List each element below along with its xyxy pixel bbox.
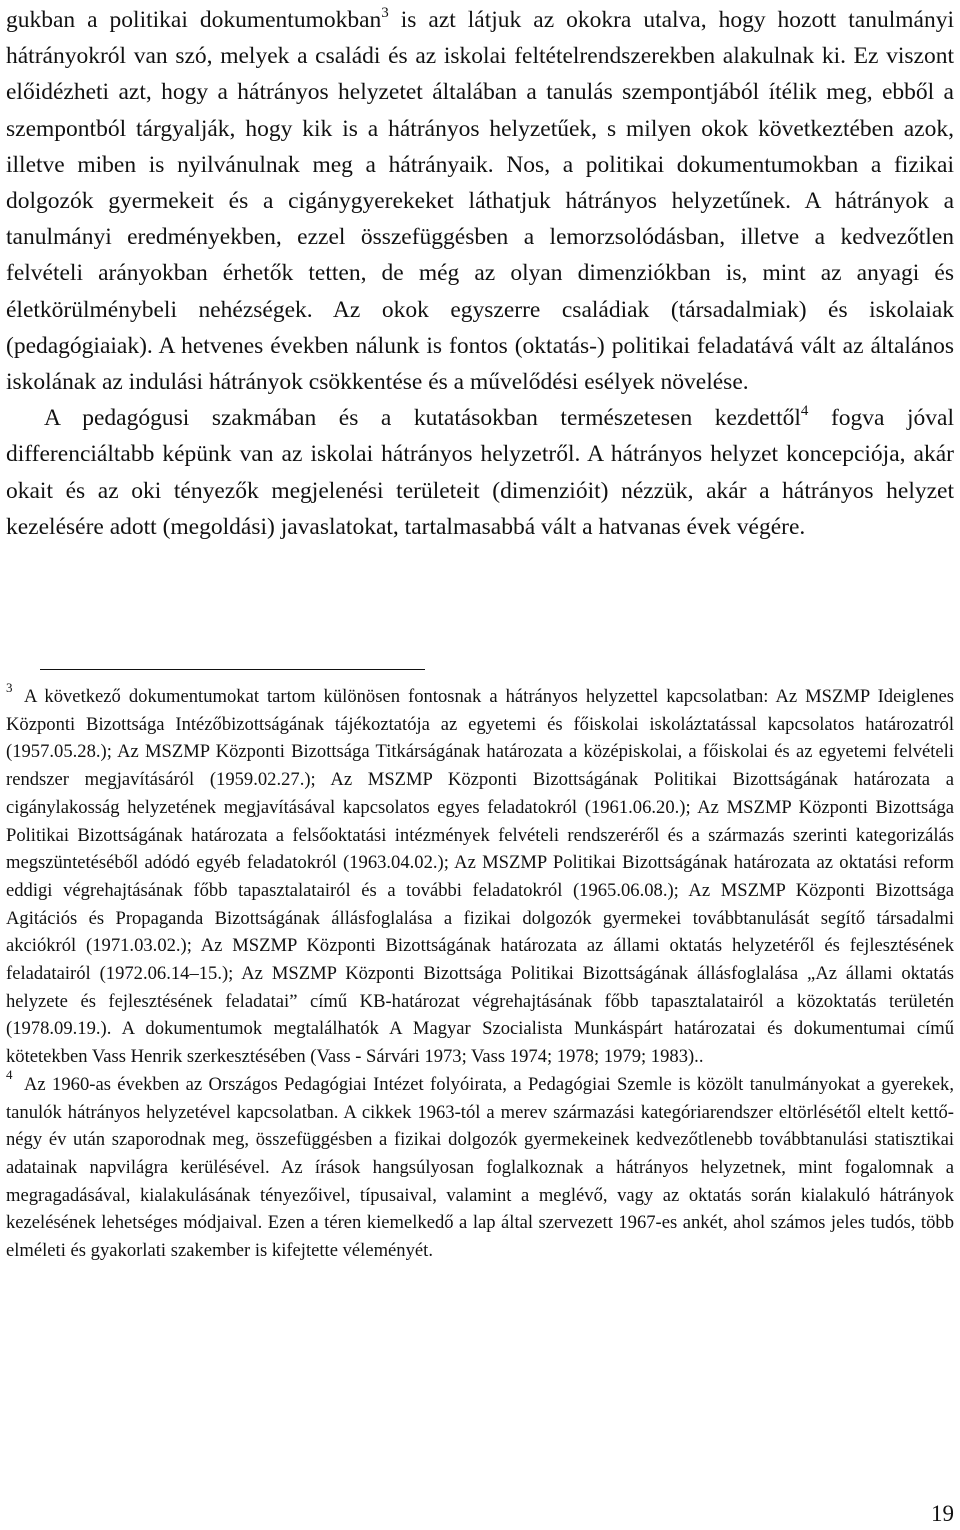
footnote-3 xyxy=(6,680,954,1071)
footnote-ref-3: 3 xyxy=(381,5,389,21)
footnote-number: 3 xyxy=(6,680,13,695)
paragraph-1 xyxy=(6,2,954,400)
paragraph-2-rest: fogva jóval differenciáltabb képünk van az iskolai hátrányos helyzetről. A hátrányos helyzet koncepciója, akár okait és az oki tényezők megjelenési területeit (dimenzióit) nézzük, akár a hátrányos helyzet kezelésére adott (megoldási) javaslatokat, tartalmasabbá vált a hatvanas évek végére. xyxy=(6,405,954,540)
footnote-ref-4: 4 xyxy=(800,403,809,420)
paragraph-1-start: gukban a politikai dokumentumokban xyxy=(6,7,382,33)
paragraph-2 xyxy=(6,400,954,545)
footnote-text: Az 1960-as években az Országos Pedagógiai Intézet folyóirata, a Pedagógiai Szemle is közölt tanulmányokat a gyerekek, tanulók hátrányos helyzetével kapcsolatban. A cikkek 1963-tól a merev származási kategóriarendszer eltörlésétől eltelt kettő-négy év után szaporodnak meg, összefüggésben a fizikai dolgozók gyermekeinek kedvezőtlenebb továbbtanulási statisztikai adatainak napvilágra kerülésével. Az írások hangsúlyosan foglalkoznak a hátrányos helyzetnek, mint fogalomnak a megragadásával, kialakulásának tényezőivel, típusaival, valamint a meglévő, vagy az oktatás során kialakuló hátrányok kezelésének lehetséges módjaival. Ezen a téren kiemelkedő a lap által szervezett 1967-es ankét, ahol számos jeles tudós, több elméleti és gyakorlati szakember is kifejtette véleményét. xyxy=(6,1073,954,1262)
page-number: 19 xyxy=(931,1501,954,1526)
main-text xyxy=(6,2,954,545)
footnote-separator xyxy=(40,669,425,670)
paragraph-2-start: A pedagógusi szakmában és a kutatásokban természetesen kezdettől xyxy=(44,405,801,432)
footnote-text: A következő dokumentumokat tartom különösen fontosnak a hátrányos helyzettel kapcsolatban: Az MSZMP Ideiglenes Központi Bizottsága Intézőbizottságának tájékoztatója az egyetemi és főiskolai iskoláztatással kapcsolatos határozatról (1957.05.28.); Az MSZMP Központi Bizottsága Titkárságának határozata a középiskolai, a főiskolai és az egyetemi felvételi rendszer megjavításáról (1959.02.27.); Az MSZMP Központi Bizottságának Politikai Bizottságának határozata a cigánylakosság helyzetének megjavításával kapcsolatos egyes feladatokról (1961.06.20.); Az MSZMP Központi Bizottsága Politikai Bizottságának határozata a felsőoktatási intézmények felvételi rendszeréről és a származás szerinti kategorizálás megszüntetéséből adódó egyéb feladatokról (1963.04.02.); Az MSZMP Politikai Bizottságának határozata az oktatási reform eddigi végrehajtásának főbb tapasztalatairól és a további feladatokról (1965.06.08.); Az MSZMP Központi Bizottsága Agitációs és Propaganda Bizottságának állásfoglalása a fizikai dolgozók gyermekei továbbtanulását segítő társadalmi akciókról (1971.03.02.); Az MSZMP Központi Bizottságának határozata az állami oktatás helyzetéről és fejlesztésének feladatairól (1972.06.14–15.); Az MSZMP Központi Bizottsága Politikai Bizottságának állásfoglalása „Az állami oktatás helyzete és fejlesztésének feladatai” című KB-határozat végrehajtásának főbb tapasztalatairól a közoktatás területén (1978.09.19.). A dokumentumok megtalálhatók A Magyar Szocialista Munkáspárt határozatai és dokumentumai című kötetekben Vass Henrik szerkesztésében (Vass - Sárvári 1973; Vass 1974; 1978; 1979; 1983).. xyxy=(6,686,954,1068)
footnote-number: 4 xyxy=(6,1066,13,1082)
footnotes xyxy=(6,680,954,1265)
paragraph-1-rest: is azt látjuk az okokra utalva, hogy hozott tanulmányi hátrányokról van szó, melyek a családi és az iskolai feltételrendszerekben alakulnak ki. Ez viszont előidézheti azt, hogy a hátrányos helyzetet általában a tanulás szempontjából ítélik meg, ebből a szempontból tárgyalják, hogy kik is a hátrányos helyzetűek, s milyen okok következtében azok, illetve miben is nyilvánulnak meg a hátrányaik. Nos, a politikai dokumentumokban a fizikai dolgozók gyermekeit és a cigánygyerekeket láthatjuk hátrányos helyzetűnek. A hátrányok a tanulmányi eredményekben, ezzel összefüggésben a lemorzsolódásban, illetve a kedvezőtlen felvételi arányokban érhetők tetten, de még az olyan dimenziókban is, mint az anyagi és életkörülménybeli nehézségek. Az okok egyszerre családiak (társadalmiak) és iskolaiak (pedagógiaiak). A hetvenes években nálunk is fontos (oktatás-) politikai feladatává vált az általános iskolának az indulási hátrányok csökkentése és a művelődési esélyek növelése. xyxy=(6,7,954,396)
footnote-4 xyxy=(6,1066,954,1265)
